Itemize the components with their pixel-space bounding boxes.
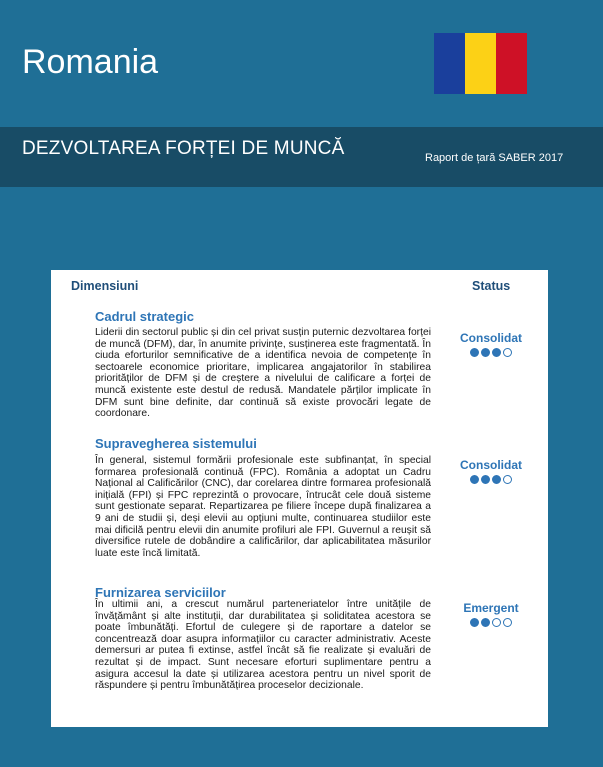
status-indicator bbox=[446, 458, 536, 484]
status-label: Consolidat bbox=[460, 458, 522, 472]
status-indicator bbox=[446, 601, 536, 627]
dimension-title: Furnizarea serviciilor bbox=[95, 585, 226, 600]
status-label: Consolidat bbox=[460, 331, 522, 345]
status-indicator bbox=[446, 331, 536, 357]
flag-stripe-blue bbox=[434, 33, 465, 94]
status-dot-empty bbox=[503, 475, 512, 484]
status-dots bbox=[446, 348, 536, 357]
status-dot-filled bbox=[481, 618, 490, 627]
status-label: Emergent bbox=[463, 601, 519, 615]
status-dot-empty bbox=[503, 348, 512, 357]
country-title: Romania bbox=[22, 43, 159, 81]
status-dots bbox=[446, 618, 536, 627]
status-dot-filled bbox=[492, 348, 501, 357]
status-dot-empty bbox=[492, 618, 501, 627]
section-title: DEZVOLTAREA FORȚEI DE MUNCĂ bbox=[22, 138, 345, 159]
romania-flag bbox=[434, 33, 527, 94]
status-dots bbox=[446, 475, 536, 484]
dimension-description: În ultimii ani, a crescut numărul parteneriatelor între unitățile de învățământ și alte instituții, dar durabilitatea și soliditatea acestora se poate îmbunătăți. Efortul de culegere și de raportare a datelor se concentrează doar asupra informațiilor cu caracter administrativ. Aceste demersuri ar putea fi extinse, astfel încât să fie realizate și evaluări de rezultat și de impact. Sunt necesare eforturi suplimentare pentru a asigura accesul la date și utilizarea acestora pentru un nivel sporit de răspundere și pentru îmbunătățirea proceselor decizionale. bbox=[95, 599, 431, 692]
report-label: Raport de țară SABER 2017 bbox=[425, 152, 564, 164]
status-dot-filled bbox=[481, 348, 490, 357]
status-dot-filled bbox=[481, 475, 490, 484]
status-dot-filled bbox=[492, 475, 501, 484]
status-dot-filled bbox=[470, 618, 479, 627]
status-dot-filled bbox=[470, 475, 479, 484]
status-column-header: Status bbox=[472, 279, 511, 293]
flag-stripe-red bbox=[496, 33, 527, 94]
dimension-description: În general, sistemul formării profesionale este subfinanțat, în special formarea profesională continuă (FPC). România a adoptat un Cadru Național al Calificărilor (CNC), dar corelarea dintre formarea profesională inițială (FPI) și FPC reprezintă o provocare, întrucât cele două sisteme sunt gestionate separat. Repartizarea pe filiere începe după finalizarea a 9 ani de studii și, deși elevii au opțiuni multe, continuarea studiilor este mai dificilă pentru elevii din anumite profiluri ale FPI. Guvernul a reușit să diversifice rutele de dobândire a calificărilor, dar aplicabilitatea măsurilor luate este încă limitată. bbox=[95, 455, 431, 559]
dimension-title: Supravegherea sistemului bbox=[95, 436, 257, 451]
dimension-title: Cadrul strategic bbox=[95, 309, 194, 324]
flag-stripe-yellow bbox=[465, 33, 496, 94]
title-band bbox=[0, 127, 603, 187]
dimension-column-header: Dimensiuni bbox=[71, 279, 139, 293]
status-dot-filled bbox=[470, 348, 479, 357]
dimension-description: Liderii din sectorul public și din cel privat susțin puternic dezvoltarea forței de muncă (DFM), dar, în anumite privințe, susținerea este fragmentată. În ciuda eforturilor semnificative de a identifica nevoia de competențe în sectoarele economice prioritare, implicarea angajatorilor în stabilirea priorităților de DFM și de creștere a nivelului de calificare a forței de muncă existente este destul de redusă. Mandatele părților implicate în DFM sunt bine definite, dar continuă să existe provocări legate de coordonare. bbox=[95, 327, 431, 420]
status-dot-empty bbox=[503, 618, 512, 627]
dimensions-card bbox=[51, 270, 548, 727]
